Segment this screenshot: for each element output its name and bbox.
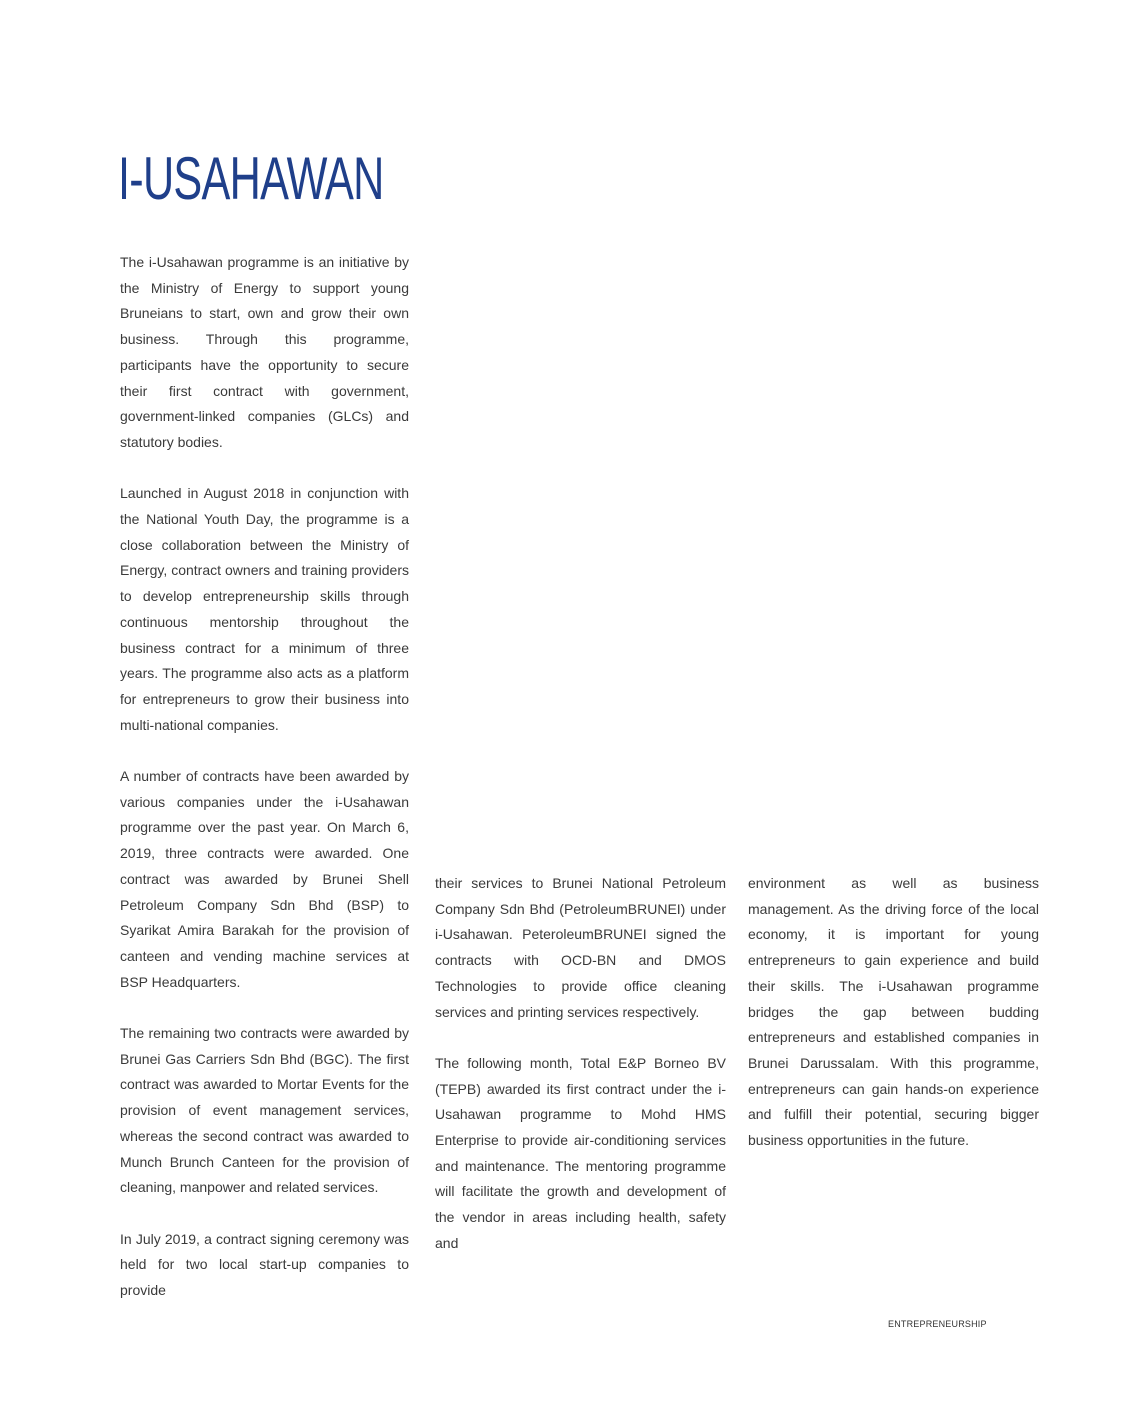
paragraph: The remaining two contracts were awarded by Brunei Gas Carriers Sdn Bhd (BGC). The first contract was awarded to Mortar Events for the provision of event management services, whereas the second contract was awarded to Munch Brunch Canteen for the provision of cleaning, manpower and related services. bbox=[120, 1025, 409, 1196]
paragraph: Launched in August 2018 in conjunction with the National Youth Day, the programme is a close collaboration between the Ministry of Energy, contract owners and training providers to develop entrepreneurship skills through continuous mentorship throughout the business contract for a minimum of three years. The programme also acts as a platform for entrepreneurs to grow their business into multi-national companies. bbox=[120, 485, 409, 733]
text-column-2 bbox=[435, 871, 726, 1257]
section-footer-label: ENTREPRENEURSHIP bbox=[888, 1319, 987, 1329]
text-column-3 bbox=[748, 871, 1039, 1154]
text-column-1 bbox=[120, 250, 409, 1304]
paragraph: their services to Brunei National Petroleum Company Sdn Bhd (PetroleumBRUNEI) under i-Usahawan. PeteroleumBRUNEI signed the contracts with OCD-BN and DMOS Technologies to provide office cleaning services and printing services respectively. bbox=[435, 875, 726, 1020]
paragraph: The following month, Total E&P Borneo BV (TEPB) awarded its first contract under the i-Usahawan programme to Mohd HMS Enterprise to provide air-conditioning services and maintenance. The mentoring programme will facilitate the growth and development of the vendor in areas including health, safety and bbox=[435, 1054, 726, 1251]
paragraph: environment as well as business management. As the driving force of the local economy, it is important for young entrepreneurs to gain experience and build their skills. The i-Usahawan programme bridges the gap between budding entrepreneurs and established companies in Brunei Darussalam. With this programme, entrepreneurs can gain hands-on experience and fulfill their potential, securing bigger business opportunities in the future. bbox=[748, 875, 1039, 1149]
paragraph: The i-Usahawan programme is an initiative by the Ministry of Energy to support young Bruneians to start, own and grow their own business. Through this programme, participants have the opportunity to secure their first contract with government, government-linked companies (GLCs) and statutory bodies. bbox=[120, 254, 409, 450]
paragraph: A number of contracts have been awarded by various companies under the i-Usahawan programme over the past year. On March 6, 2019, three contracts were awarded. One contract was awarded by Brunei Shell Petroleum Company Sdn Bhd (BSP) to Syarikat Amira Barakah for the provision of canteen and vending machine services at BSP Headquarters. bbox=[120, 768, 409, 990]
page-title: I-USAHAWAN bbox=[118, 145, 384, 212]
paragraph: In July 2019, a contract signing ceremony was held for two local start-up companies to provide bbox=[120, 1230, 409, 1299]
